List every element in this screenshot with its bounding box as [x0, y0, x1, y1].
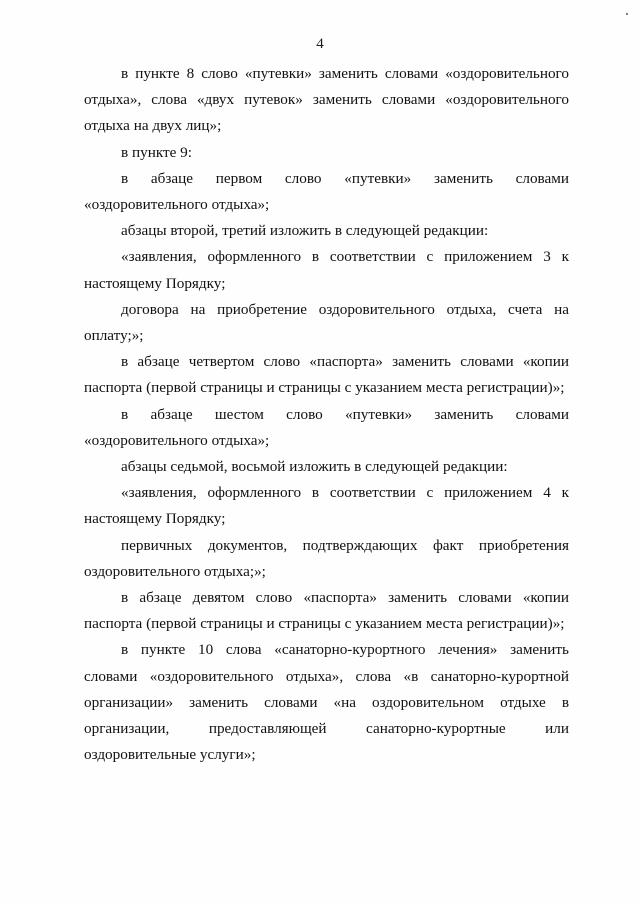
paragraph-quote-zayavlenie-4: «заявления, оформленного в соответствии с приложением 4 к настоящему Порядку;	[84, 484, 569, 528]
paragraph-abzac-9: в абзаце девятом слово «паспорта» заменить словами «копии паспорта (первой страницы и страницы с указанием места регистрации)»;	[84, 589, 569, 633]
paragraph-abzac-6: в абзаце шестом слово «путевки» заменить словами «оздоровительного отдыха»;	[84, 405, 569, 449]
paragraph-abzac-4: в абзаце четвертом слово «паспорта» заменить словами «копии паспорта (первой страницы и страницы с указанием места регистрации)»;	[84, 353, 569, 397]
paragraph-quote-pervichnye: первичных документов, подтверждающих факт приобретения оздоровительного отдыха;»;	[84, 536, 569, 580]
paragraph-abzac-1: в абзаце первом слово «путевки» заменить словами «оздоровительного отдыха»;	[84, 169, 569, 214]
paragraph-abzacy-2-3-intro: абзацы второй, третий изложить в следующей редакции:	[121, 222, 489, 240]
paragraph-quote-dogovor: договора на приобретение оздоровительного отдыха, счета на оплату;»;	[84, 300, 569, 345]
document-body	[84, 61, 569, 768]
scan-speck	[626, 13, 628, 15]
paragraph-item-10: в пункте 10 слова «санаторно-курортного лечения» заменить словами «оздоровительного отдыха», слова «в санаторно-курортной организации» заменить словами «на оздоровительном отдыхе в организации, предоставляющей санаторно-курортные или оздоровительные услуги»;	[84, 641, 569, 764]
page-number: 4	[316, 36, 324, 52]
paragraph-abzacy-7-8-intro: абзацы седьмой, восьмой изложить в следующей редакции:	[121, 458, 508, 476]
paragraph-quote-zayavlenie-3: «заявления, оформленного в соответствии с приложением 3 к настоящему Порядку;	[84, 248, 569, 292]
paragraph-item-9-heading: в пункте 9:	[121, 143, 192, 161]
paragraph-item-8: в пункте 8 слово «путевки» заменить словами «оздоровительного отдыха», слова «двух путевок» заменить словами «оздоровительного отдыха на двух лиц»;	[84, 65, 569, 135]
